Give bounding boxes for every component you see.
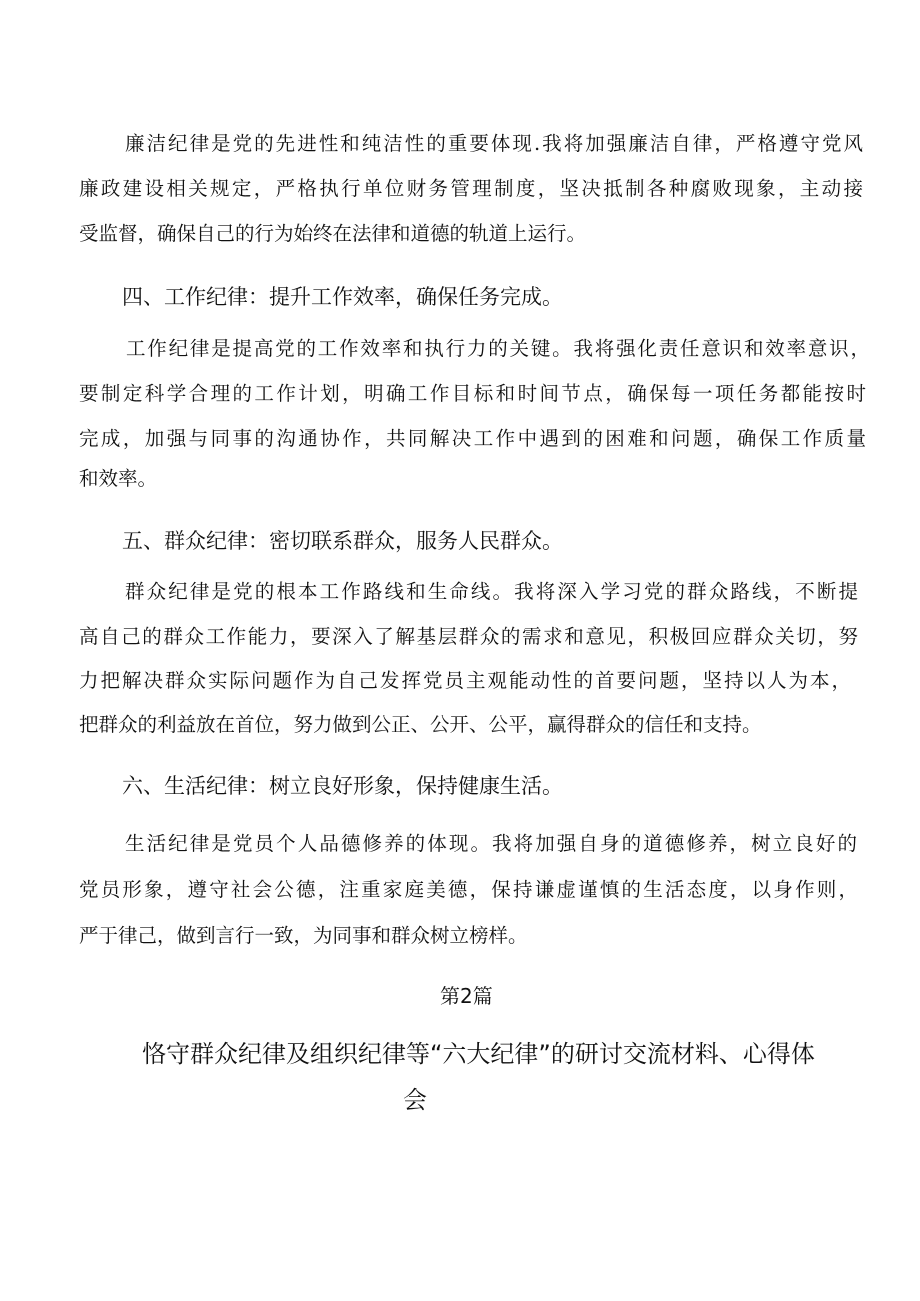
paragraph-line: 廉洁纪律是党的先进性和纯洁性的重要体现.我将加强廉洁自律，严格遵守党风 (125, 132, 863, 155)
paragraph-line: 要制定科学合理的工作计划，明确工作目标和时间节点，确保每一项任务都能按时 (79, 382, 866, 405)
section-heading-life-discipline: 六、生活纪律：树立良好形象，保持健康生活。 (122, 774, 563, 798)
paragraph-line: 廉政建设相关规定，严格执行单位财务管理制度，坚决抵制各种腐败现象，主动接 (79, 177, 863, 200)
article-title-line-1: 恪守群众纪律及组织纪律等“六大纪律”的研讨交流材料、心得体 (142, 1040, 815, 1068)
paragraph-line: 把群众的利益放在首位，努力做到公正、公开、公平，赢得群众的信任和支持。 (79, 713, 762, 736)
paragraph-line: 工作纪律是提高党的工作效率和执行力的关键。我将强化责任意识和效率意识， (126, 337, 870, 360)
paragraph-line: 生活纪律是党员个人品德修养的体现。我将加强自身的道德修养，树立良好的 (125, 832, 857, 855)
paragraph-line: 受监督，确保自己的行为始终在法律和道德的轨道上运行。 (79, 222, 587, 245)
paragraph-line: 和效率。 (79, 467, 158, 490)
paragraph-line: 群众纪律是党的根本工作路线和生命线。我将深入学习党的群众路线，不断提 (125, 580, 858, 603)
section-heading-mass-discipline: 五、群众纪律：密切联系群众，服务人民群众。 (122, 529, 563, 553)
article-title-line-2: 会 (403, 1086, 427, 1114)
section-heading-work-discipline: 四、工作纪律：提升工作效率，确保任务完成。 (122, 285, 563, 309)
paragraph-line: 严于律己，做到言行一致，为同事和群众树立榜样。 (79, 924, 528, 947)
paragraph-line: 高自己的群众工作能力，要深入了解基层群众的需求和意见，积极回应群众关切，努 (79, 625, 858, 648)
article-number-label: 第2篇 (440, 984, 493, 1008)
paragraph-line: 力把解决群众实际问题作为自己发挥党员主观能动性的首要问题，坚持以人为本， (79, 669, 851, 692)
paragraph-line: 完成，加强与同事的沟通协作，共同解决工作中遇到的困难和问题，确保工作质量 (79, 427, 866, 450)
paragraph-line: 党员形象，遵守社会公德，注重家庭美德，保持谦虚谨慎的生活态度，以身作则， (79, 878, 858, 901)
